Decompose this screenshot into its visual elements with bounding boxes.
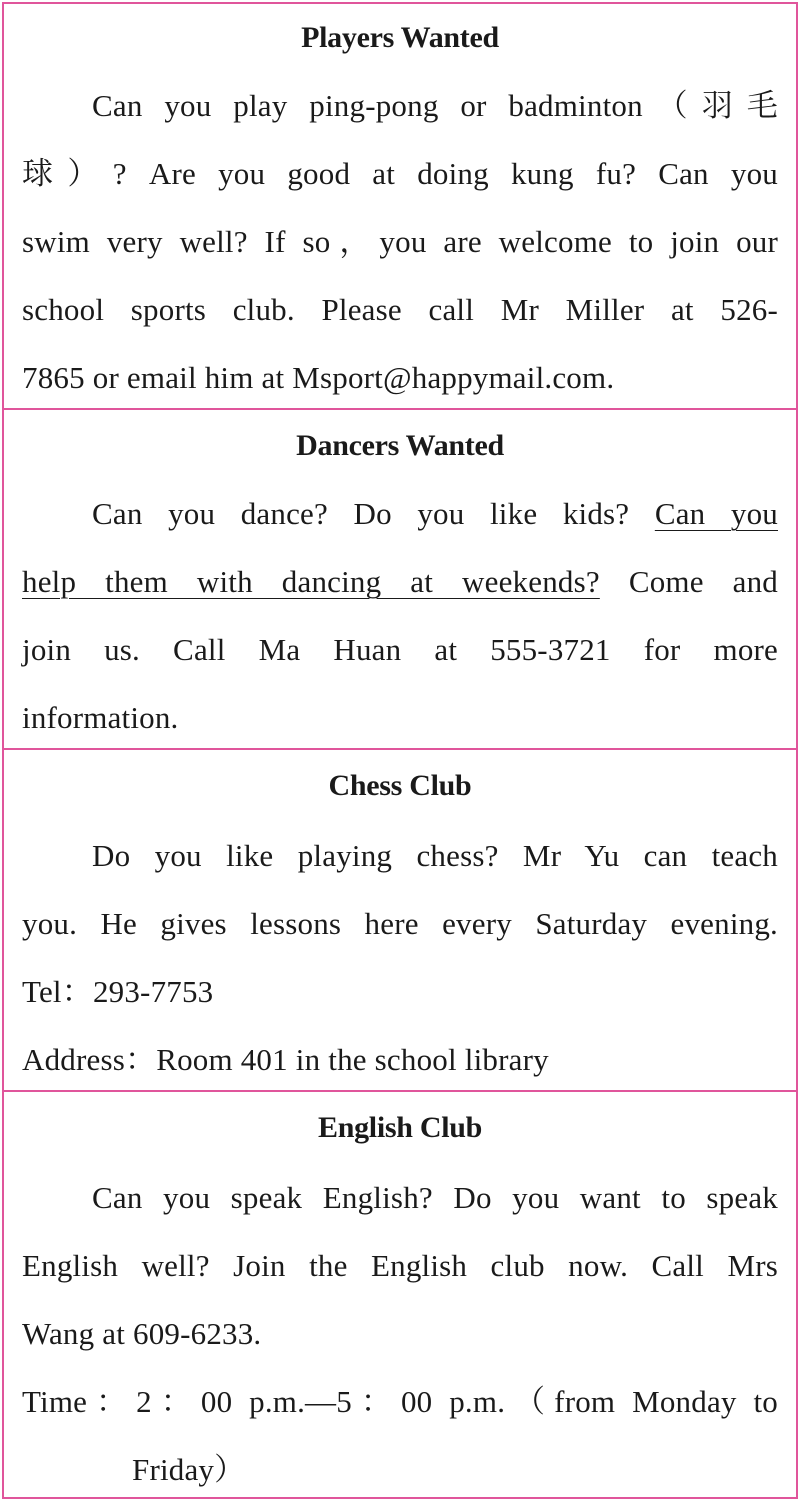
notice-title-players-wanted: Players Wanted — [301, 21, 499, 54]
notice-line: Tel：293-7753 — [22, 974, 214, 1009]
section-divider — [4, 748, 796, 750]
section-divider — [4, 1090, 796, 1092]
notice-line: Can you speak English? Do you want to speak — [92, 1180, 778, 1215]
notice-line — [92, 494, 778, 534]
notice-text: Come and — [628, 564, 778, 599]
notice-line: Time：2：00 p.m.—5：00 p.m.（from Monday to — [22, 1384, 778, 1419]
notice-line — [22, 562, 778, 602]
notice-line: Do you like playing chess? Mr Yu can teach — [92, 838, 778, 873]
notice-title-english-club: English Club — [318, 1111, 482, 1144]
notice-line: you. He gives lessons here every Saturday evening. — [22, 906, 778, 941]
notice-line: Can you play ping-pong or badminton（羽毛 — [92, 88, 778, 123]
notice-line: swim very well? If so，you are welcome to join our — [22, 224, 778, 259]
notice-title-chess-club: Chess Club — [328, 769, 472, 802]
notice-board — [2, 2, 798, 1499]
notice-line: information. — [22, 700, 179, 735]
notice-line: school sports club. Please call Mr Miller at 526- — [22, 292, 778, 327]
underlined-text: help them with dancing at weekends? — [22, 564, 600, 599]
notice-line: join us. Call Ma Huan at 555-3721 for more — [22, 632, 778, 667]
notice-line: Friday） — [132, 1452, 246, 1487]
notice-line: 球）? Are you good at doing kung fu? Can you — [22, 156, 778, 191]
notice-title-dancers-wanted: Dancers Wanted — [296, 429, 504, 462]
notice-line: Wang at 609-6233. — [22, 1316, 262, 1351]
notice-line: English well? Join the English club now. Call Mrs — [22, 1248, 778, 1283]
underlined-text: Can you — [654, 496, 778, 531]
notice-line: 7865 or email him at Msport@happymail.com. — [22, 360, 615, 395]
notice-line: Address：Room 401 in the school library — [22, 1042, 549, 1077]
notice-text: Can you dance? Do you like kids? — [92, 496, 630, 531]
section-divider — [4, 408, 796, 410]
